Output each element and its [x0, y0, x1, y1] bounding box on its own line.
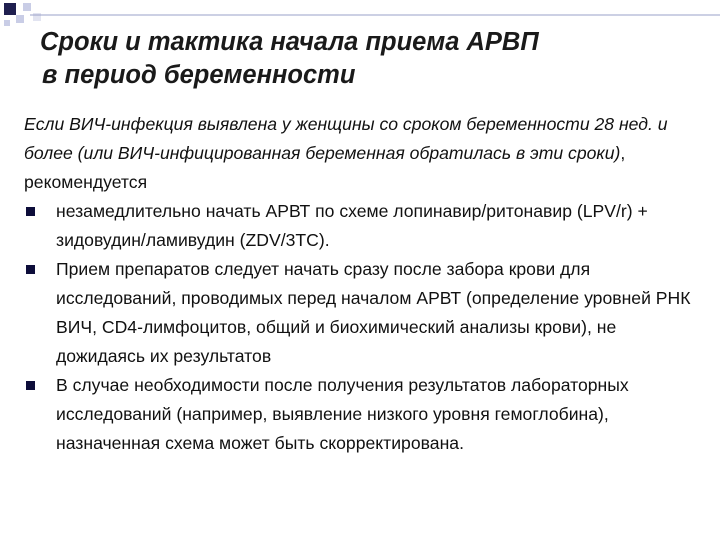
slide-title [40, 26, 700, 92]
square-bullet-icon [26, 381, 35, 390]
list-item-text: Прием препаратов следует начать сразу после забора крови для исследований, проводимых перед началом АРВТ (определение уровней РНК ВИЧ, CD4-лимфоцитов, общий и биохимический анализы крови), не дожидаясь их результатов [56, 259, 691, 366]
slide-title-line-2: в период беременности [42, 61, 356, 89]
list-item [24, 371, 708, 458]
slide-body [24, 110, 708, 458]
intro-paragraph [24, 110, 708, 197]
intro-recommendation-text: , рекомендуется [24, 143, 626, 192]
list-item-text: В случае необходимости после получения результатов лабораторных исследований (например, выявление низкого уровня гемоглобина), назначенная схема может быть скорректирована. [56, 375, 629, 453]
list-item-text: незамедлительно начать АРВТ по схеме лопинавир/ритонавир (LPV/r) + зидовудин/ламивудин (ZDV/3TC). [56, 201, 648, 250]
recommendation-list [24, 197, 708, 458]
square-bullet-icon [26, 207, 35, 216]
list-item [24, 197, 708, 255]
list-item [24, 255, 708, 371]
intro-condition-text: Если ВИЧ-инфекция выявлена у женщины со сроком беременности 28 нед. и более (или ВИЧ-инфицированная беременная обратилась в эти сроки) [24, 114, 668, 163]
square-bullet-icon [26, 265, 35, 274]
slide-title-line-1: Сроки и тактика начала приема АРВП [40, 28, 539, 56]
